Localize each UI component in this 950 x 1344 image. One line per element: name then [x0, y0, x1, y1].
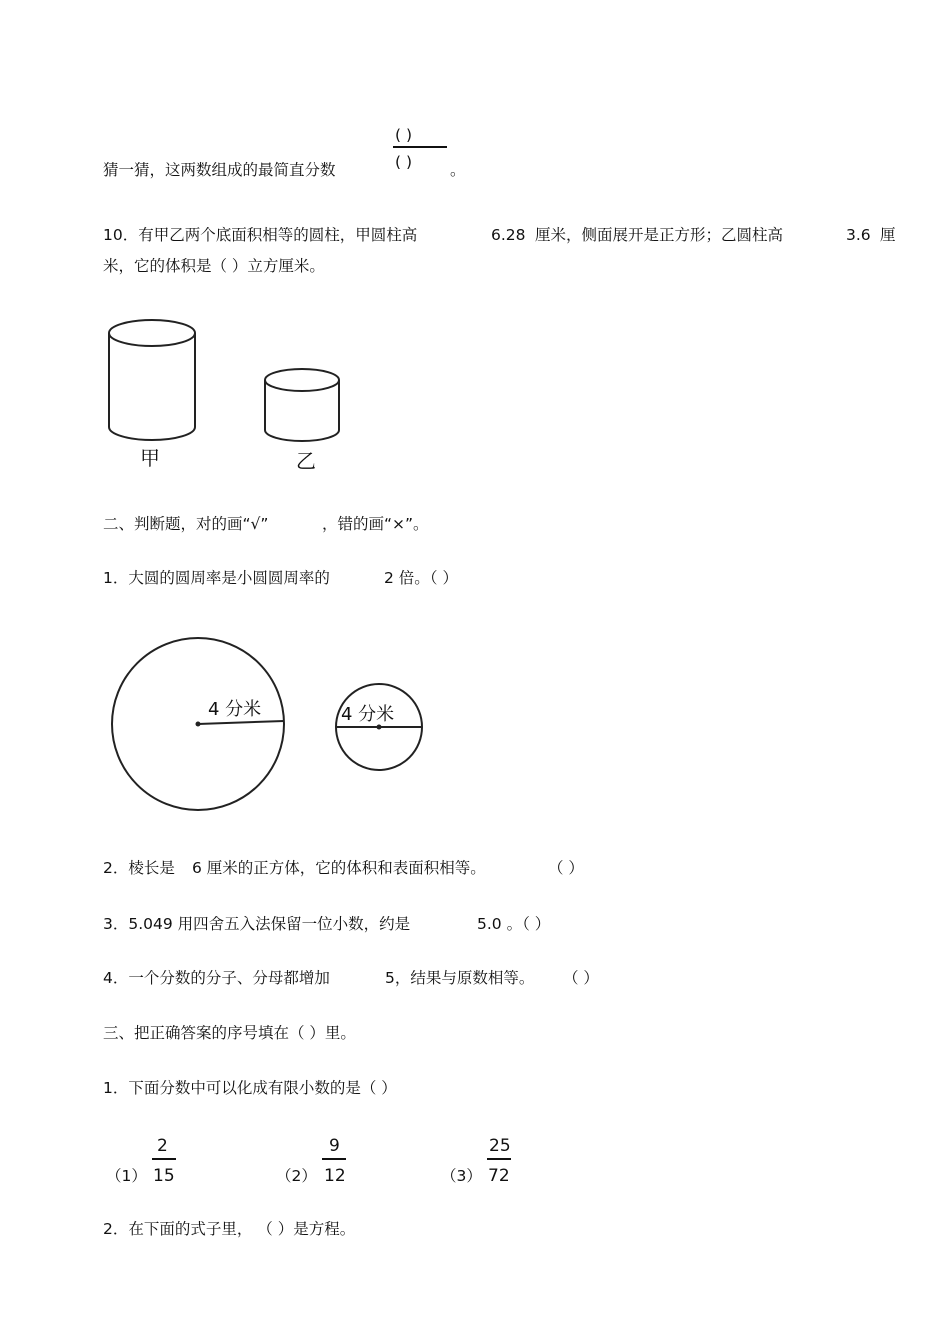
s2-q4-a: 4．一个分数的分子、分母都增加: [103, 969, 330, 987]
s2-q4-c: （ ）: [563, 969, 599, 987]
s2-q3-a: 3．5.049 用四舍五入法保留一位小数，约是: [103, 915, 411, 933]
s2-q2-c: （ ）: [548, 859, 584, 877]
option-3-fraction-bar: [487, 1158, 511, 1160]
circles-figure: [100, 635, 430, 825]
option-1-numerator: 2: [157, 1136, 168, 1156]
fraction-denominator: ( ): [395, 153, 413, 171]
option-2-fraction-bar: [322, 1158, 346, 1160]
option-3-numerator: 25: [489, 1136, 511, 1156]
option-3-denominator: 72: [488, 1166, 510, 1186]
fraction-numerator: ( ): [395, 126, 413, 144]
q10-line-2: 米，它的体积是（ ）立方厘米。: [103, 257, 325, 275]
cylinder-jia: [109, 320, 195, 440]
label-yi: 乙: [296, 449, 316, 473]
s2-q3-b: 5.0 。（ ）: [477, 915, 551, 933]
section-3-title: 三、把正确答案的序号填在（ ）里。: [103, 1024, 356, 1042]
cylinders-figure: [100, 315, 350, 475]
s2-q4-b: 5，结果与原数相等。: [385, 969, 535, 987]
big-circle-label: 4 分米: [208, 699, 262, 720]
option-3-label: （3）: [441, 1167, 482, 1185]
option-2-numerator: 9: [329, 1136, 340, 1156]
fraction-bar: [393, 146, 447, 148]
s2-q1-b: 2 倍。（ ）: [384, 569, 458, 587]
s2-q2-a: 2．棱长是: [103, 859, 175, 877]
option-1-denominator: 15: [153, 1166, 175, 1186]
small-circle-center: [377, 725, 382, 730]
option-1-label: （1）: [106, 1167, 147, 1185]
s3-q1: 1．下面分数中可以化成有限小数的是（ ）: [103, 1079, 397, 1097]
s2-q2-b: 6 厘米的正方体，它的体积和表面积相等。: [192, 859, 486, 877]
guess-period: 。: [450, 161, 466, 179]
q10-part-d: 3.6: [846, 226, 871, 244]
q10-part-b: 6.28: [491, 226, 526, 244]
section-2-title-b: ，错的画“×”。: [322, 515, 429, 533]
option-2-denominator: 12: [324, 1166, 346, 1186]
q10-part-c: 厘米，侧面展开是正方形；乙圆柱高: [535, 226, 784, 244]
big-circle-radius: [198, 721, 284, 724]
q10-part-e: 厘: [880, 226, 896, 244]
q10-part-a: 10．有甲乙两个底面积相等的圆柱，甲圆柱高: [103, 226, 418, 244]
s2-q1-a: 1．大圆的圆周率是小圆圆周率的: [103, 569, 330, 587]
cylinder-yi: [265, 369, 339, 441]
option-1-fraction-bar: [152, 1158, 176, 1160]
section-2-title-a: 二、判断题，对的画“√”: [103, 515, 269, 533]
guess-text: 猜一猜，这两数组成的最简直分数: [103, 161, 336, 179]
small-circle-label: 4 分米: [341, 704, 395, 725]
s3-q2: 2．在下面的式子里， （ ）是方程。: [103, 1220, 356, 1238]
option-2-label: （2）: [276, 1167, 317, 1185]
label-jia: 甲: [140, 446, 160, 470]
